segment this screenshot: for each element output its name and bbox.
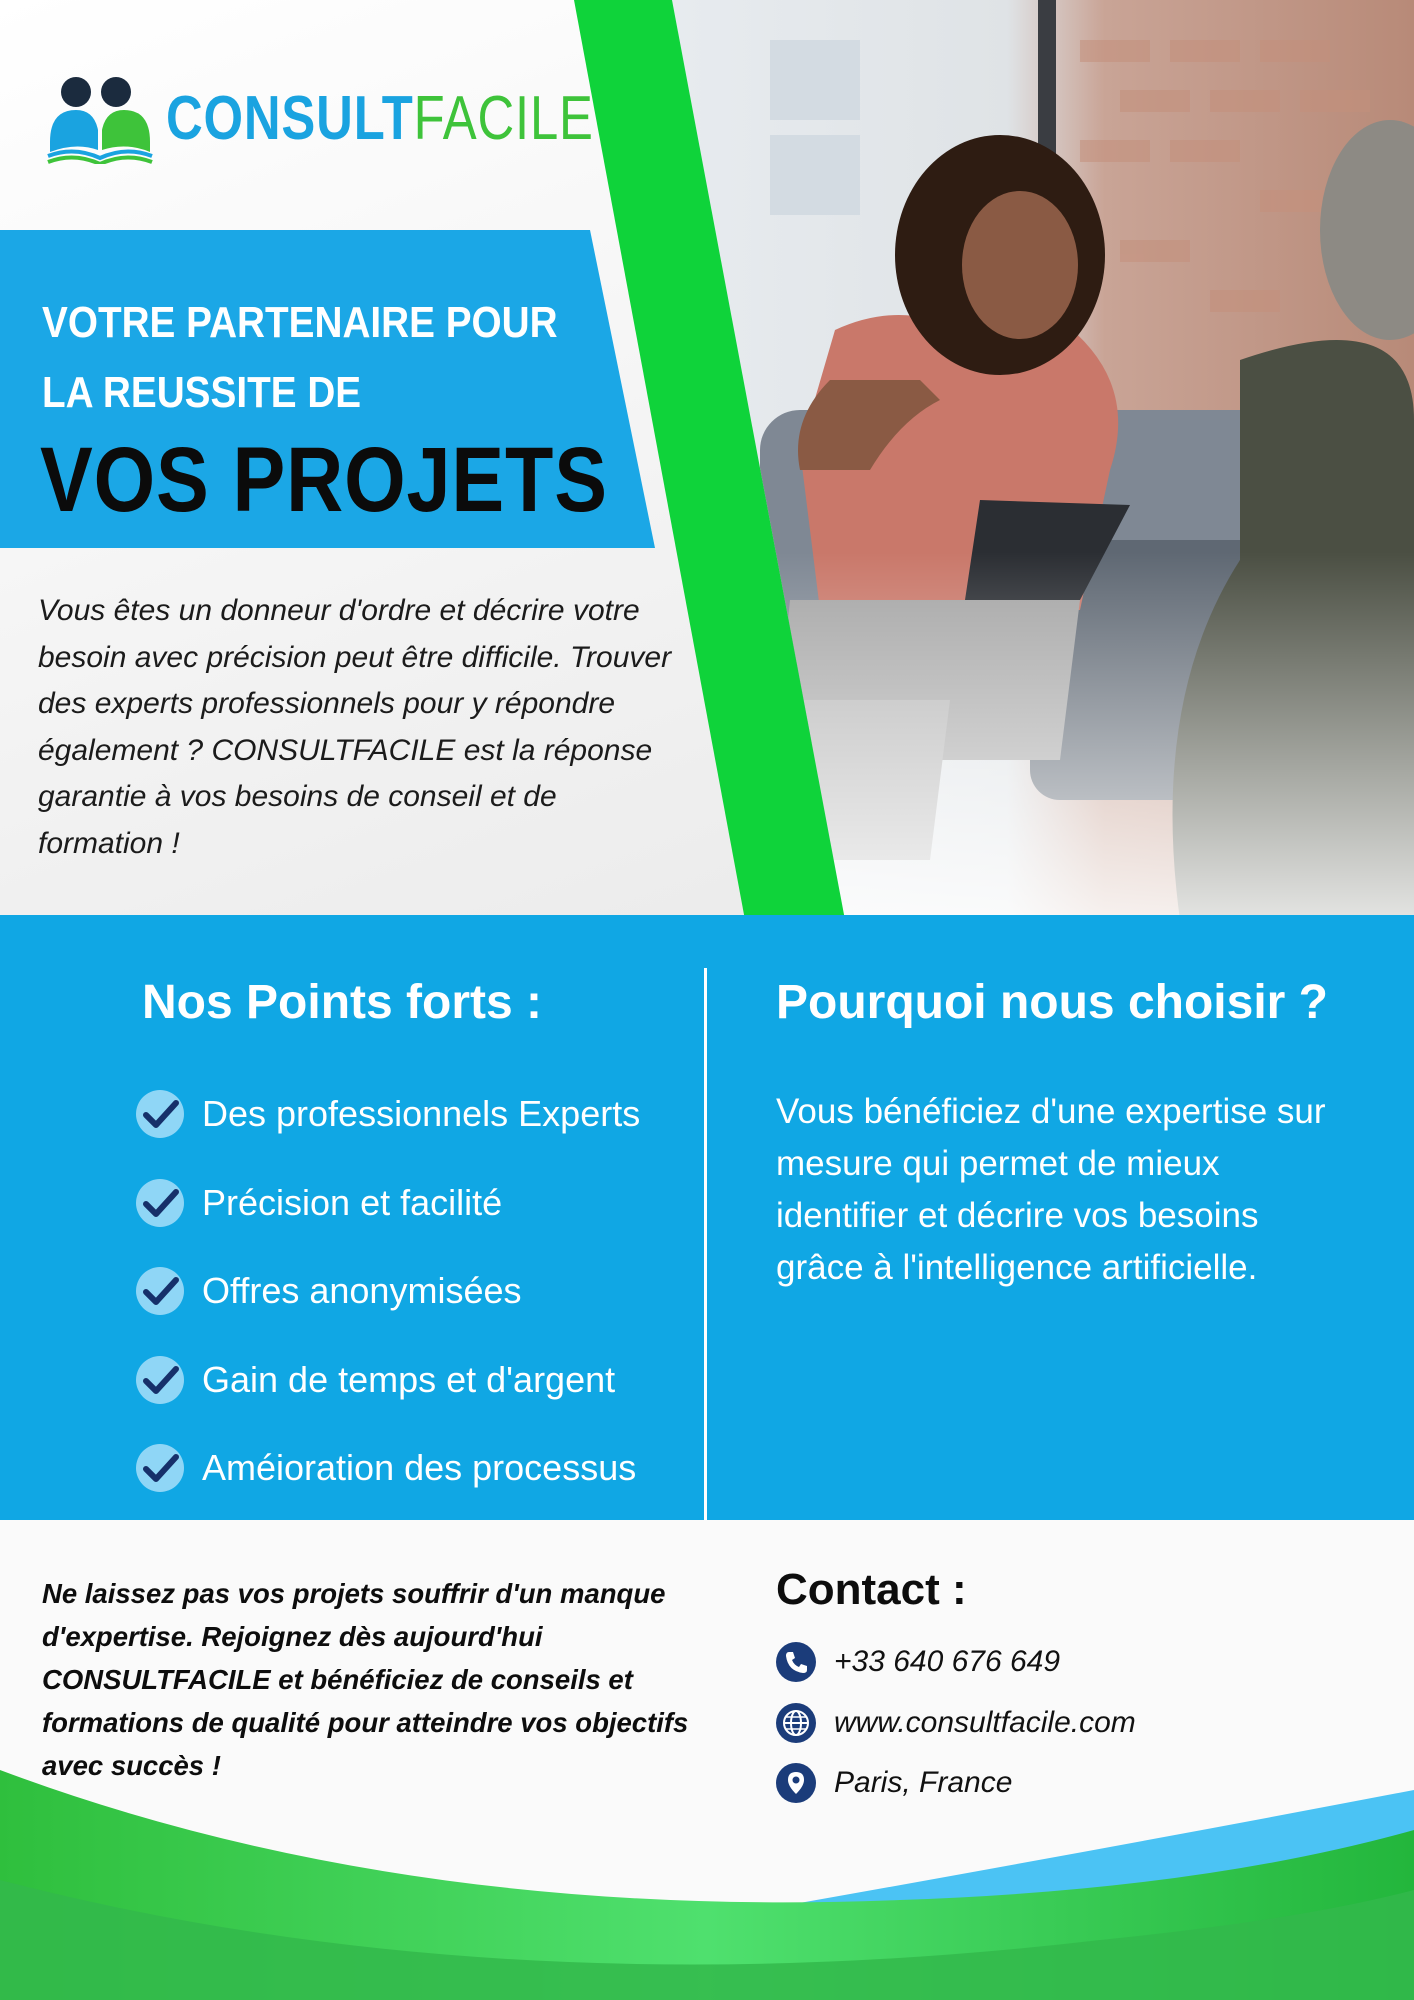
contact-phone[interactable] (776, 1632, 1136, 1693)
strength-label: Améioration des processus (202, 1447, 637, 1489)
phone-number: +33 640 676 649 (834, 1645, 1061, 1679)
check-circle-icon (134, 1088, 186, 1140)
brand-wordmark (166, 83, 594, 154)
brand-name-part2: FACILE (413, 83, 594, 153)
intro-paragraph: Vous êtes un donneur d'ordre et décrire votre besoin avec précision peut être difficile. Trouver des experts professionnels pour y répondre également ? CONSULTFACILE est la réponse garantie à vos besoins de conseil et de formation ! (38, 594, 672, 860)
globe-icon (776, 1703, 816, 1743)
strength-label: Offres anonymisées (202, 1270, 522, 1312)
strengths-list (134, 1070, 640, 1513)
check-circle-icon (134, 1265, 186, 1317)
strength-label: Des professionnels Experts (202, 1093, 641, 1135)
check-circle-icon (134, 1354, 186, 1406)
headline-line-1: VOTRE PARTENAIRE POUR (42, 298, 558, 347)
why-title: Pourquoi nous choisir ? (776, 976, 1328, 1029)
why-paragraph: Vous bénéficiez d'une expertise sur mesure qui permet de mieux identifier et décrire vos besoins grâce à l'intelligence artificielle. (776, 1092, 1326, 1287)
check-circle-icon (134, 1177, 186, 1229)
phone-icon (776, 1642, 816, 1682)
brand-name-part1: CONSULT (166, 83, 414, 153)
check-circle-icon (134, 1442, 186, 1494)
contact-title: Contact : (776, 1565, 967, 1614)
headline-line-2: LA REUSSITE DE (42, 368, 362, 417)
website-link[interactable]: www.consultfacile.com (834, 1705, 1136, 1739)
contact-website[interactable] (776, 1693, 1136, 1754)
strengths-title: Nos Points forts : (142, 976, 543, 1029)
list-item (134, 1159, 640, 1248)
list-item (134, 1247, 640, 1336)
section-divider (704, 968, 707, 1520)
location-text: Paris, France (834, 1766, 1013, 1800)
brand-logo (46, 72, 688, 164)
list-item (134, 1070, 640, 1159)
list-item (134, 1336, 640, 1425)
strength-label: Précision et facilité (202, 1181, 503, 1223)
call-to-action: Ne laissez pas vos projets souffrir d'un manque d'expertise. Rejoignez dès aujourd'hui CONSULTFACILE et bénéficiez de conseils et formations de qualité pour atteindre vos objectifs avec succès ! (42, 1578, 689, 1781)
people-book-icon (46, 72, 156, 164)
strength-label: Gain de temps et d'argent (202, 1358, 616, 1400)
list-item (134, 1424, 640, 1513)
headline-main: VOS PROJETS (40, 429, 608, 531)
bottom-waves (0, 1760, 1414, 2000)
